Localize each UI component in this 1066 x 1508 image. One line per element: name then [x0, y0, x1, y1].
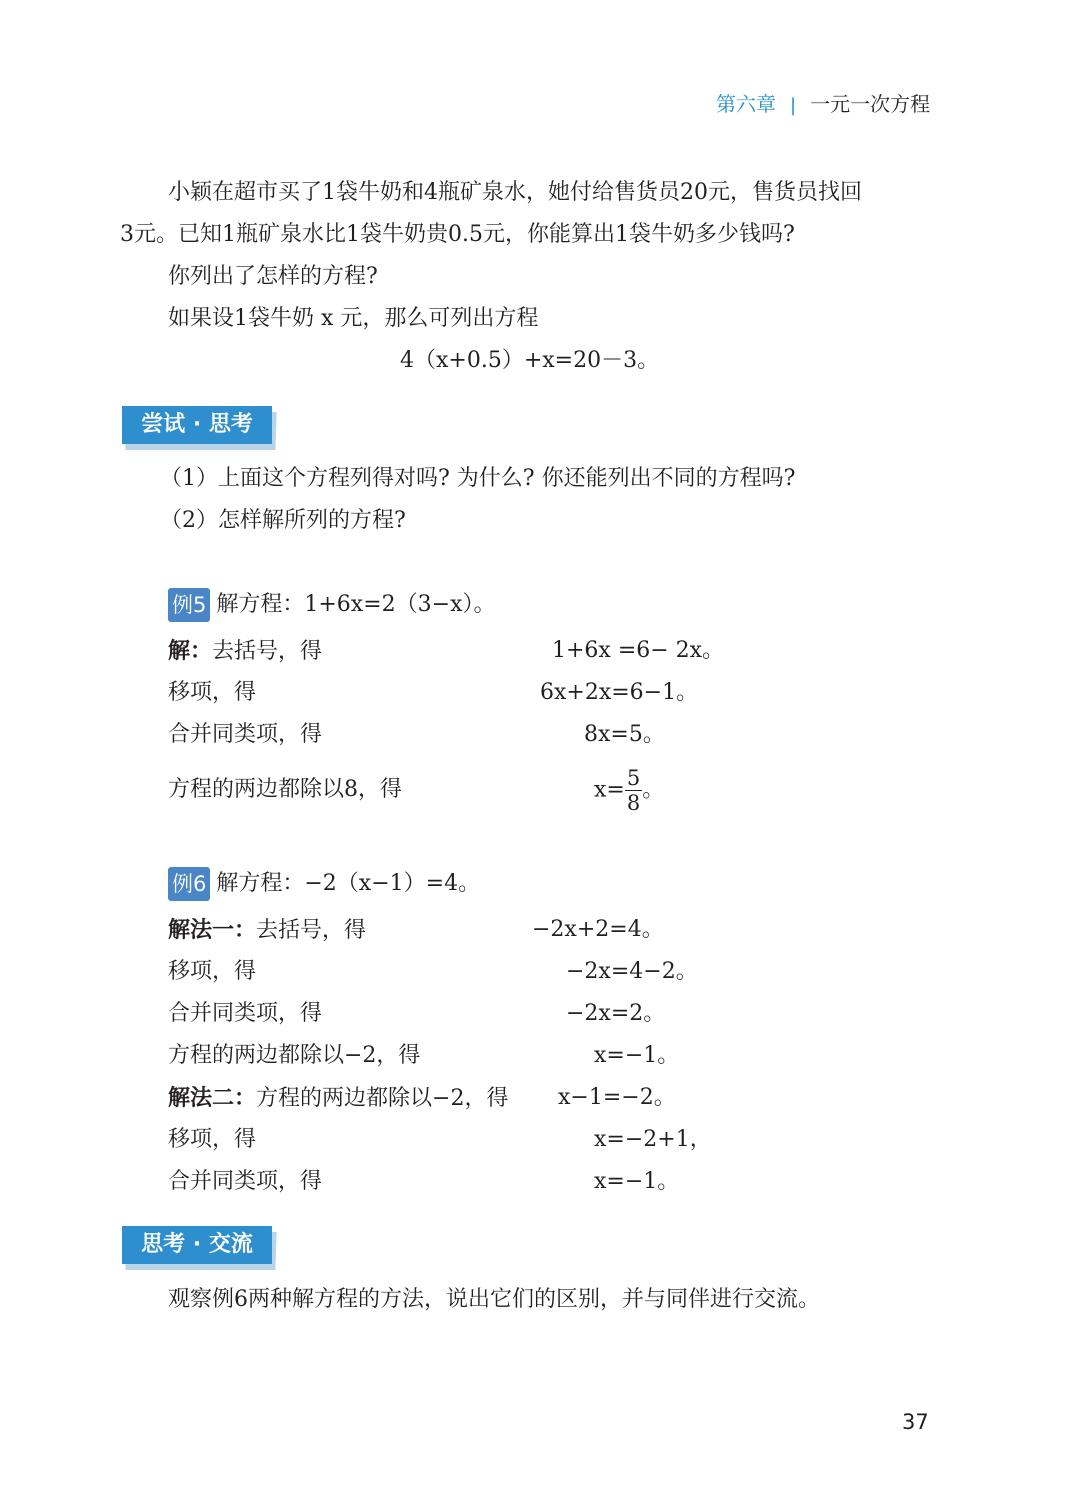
- fraction-numerator: 5: [626, 766, 641, 790]
- ex6-step-4-label: 方程的两边都除以−2，得: [168, 1043, 421, 1068]
- step-label-bold: 解法一：: [168, 917, 257, 943]
- ex6-step-4-equation: x=−1。: [594, 1043, 680, 1068]
- ex6-step-2-label: 移项，得: [168, 959, 257, 984]
- page-number: 37: [902, 1410, 929, 1434]
- ex6-step-2-equation: −2x=4−2。: [566, 959, 698, 984]
- ex6-step-5-equation: x−1=−2。: [558, 1085, 676, 1110]
- fraction-lhs: x=: [594, 777, 625, 803]
- step-label: 方程的两边都除以−2，得: [256, 1086, 509, 1111]
- intro-line-1: 小颖在超市买了1袋牛奶和4瓶矿泉水，她付给售货员20元，售货员找回: [168, 180, 862, 205]
- fraction-denominator: 8: [626, 791, 641, 815]
- ex6-step-7-equation: x=−1。: [594, 1169, 680, 1194]
- ex6-step-6-equation: x=−2+1，: [594, 1127, 712, 1152]
- ex6-step-5-label: [168, 1083, 508, 1114]
- banner-label: 思考 · 交流: [122, 1226, 272, 1264]
- ex6-step-6-label: 移项，得: [168, 1127, 257, 1152]
- step-label: 去括号，得: [256, 918, 367, 943]
- ex6-step-3-equation: −2x=2。: [566, 1001, 666, 1026]
- ex5-step-2-label: 移项，得: [168, 680, 257, 705]
- question-1: （1）上面这个方程列得对吗? 为什么? 你还能列出不同的方程吗?: [160, 466, 796, 491]
- running-header: [716, 88, 930, 117]
- ex5-step-3-label: 合并同类项，得: [168, 722, 323, 747]
- ex5-step-2-equation: 6x+2x=6−1。: [540, 680, 699, 705]
- ex5-step-4-equation: [594, 766, 664, 815]
- ex6-step-1-label: [168, 915, 366, 946]
- chapter-label: 第六章: [716, 92, 776, 116]
- banner-label: 尝试 · 思考: [122, 406, 272, 444]
- ex5-step-1-label: [168, 636, 322, 667]
- fraction-tail: 。: [642, 777, 665, 803]
- intro-line-2: 3元。已知1瓶矿泉水比1袋牛奶贵0.5元，你能算出1袋牛奶多少钱吗?: [120, 222, 795, 247]
- section-banner-think-discuss: [122, 1226, 272, 1266]
- intro-line-4: 如果设1袋牛奶 x 元，那么可列出方程: [168, 306, 539, 331]
- example-6-text: 解方程：−2（x−1）=4。: [216, 871, 481, 896]
- step-label: 去括号，得: [212, 639, 323, 664]
- example-5-text: 解方程：1+6x=2（3−x）。: [216, 592, 496, 617]
- example-6-tag: 例6: [168, 867, 210, 901]
- question-2: （2）怎样解所列的方程?: [160, 508, 406, 533]
- discussion-text: 观察例6两种解方程的方法，说出它们的区别，并与同伴进行交流。: [168, 1287, 820, 1312]
- step-label-bold: 解法二：: [168, 1085, 257, 1111]
- ex6-step-7-label: 合并同类项，得: [168, 1169, 323, 1194]
- example-5-tag: 例5: [168, 588, 210, 622]
- intro-equation: 4（x+0.5）+x=20－3。: [400, 348, 660, 373]
- section-banner-try-think: [122, 406, 272, 446]
- ex5-step-4-label: 方程的两边都除以8，得: [168, 777, 402, 802]
- example-5-problem: [168, 588, 495, 622]
- fraction: [625, 766, 642, 815]
- header-separator: |: [790, 95, 797, 116]
- chapter-title: 一元一次方程: [810, 92, 931, 116]
- example-6-problem: [168, 867, 480, 901]
- ex6-step-3-label: 合并同类项，得: [168, 1001, 323, 1026]
- ex6-step-1-equation: −2x+2=4。: [532, 917, 664, 942]
- intro-line-3: 你列出了怎样的方程?: [168, 264, 378, 289]
- ex5-step-3-equation: 8x=5。: [584, 722, 665, 747]
- ex5-step-1-equation: 1+6x =6− 2x。: [552, 638, 725, 663]
- step-label-bold: 解：: [168, 638, 213, 664]
